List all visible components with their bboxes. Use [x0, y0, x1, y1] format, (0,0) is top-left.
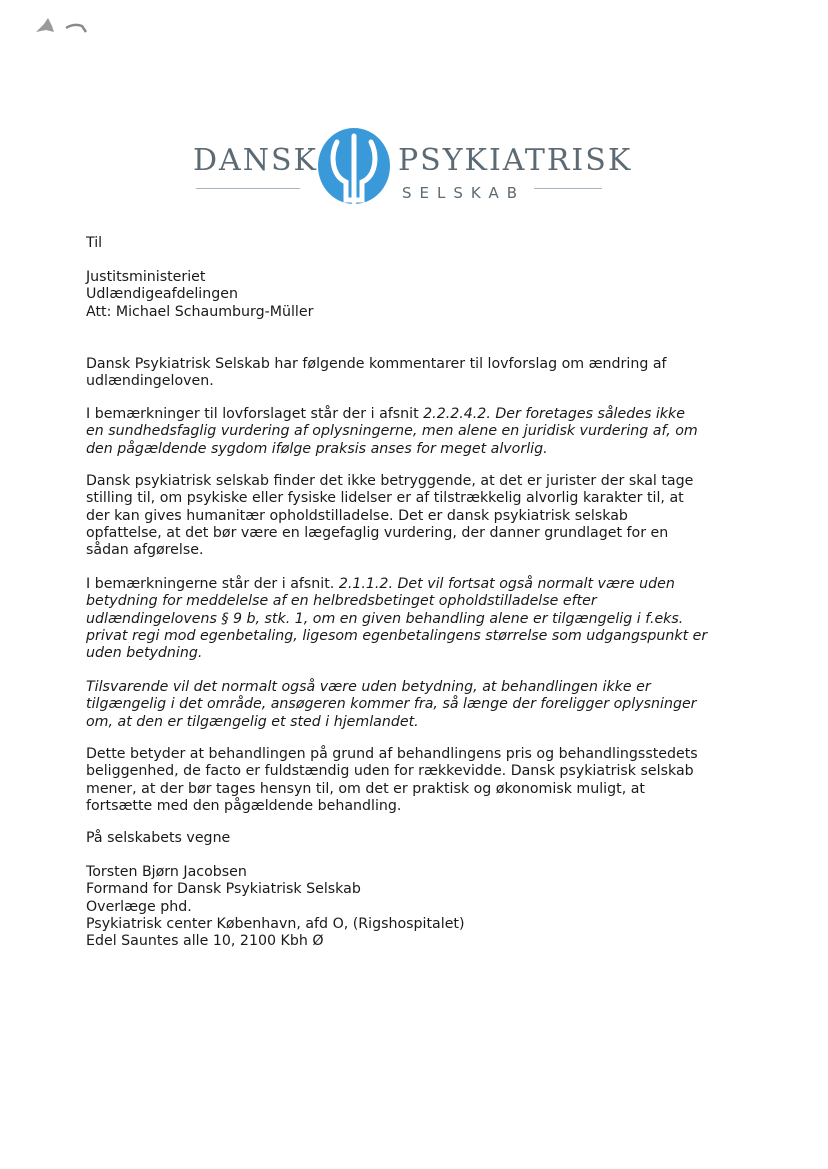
quoted-text: 2.2.2.4.2. Der foretages således ikke: [423, 406, 685, 422]
paragraph-text: I bemærkninger til lovforslaget står der i afsnit: [86, 406, 424, 422]
recipient-line: Justitsministeriet: [86, 269, 206, 285]
letterhead-name-left: DANSK: [193, 143, 318, 178]
paragraph-line: stilling til, om psykiske eller fysiske lidelser er af tilstrækkelig alvorlig karakter til, at: [86, 490, 684, 507]
recipient-line: Att: Michael Schaumburg-Müller: [86, 303, 314, 320]
quoted-text: udlændingelovens § 9 b, stk. 1, om en given behandling alene er tilgængelig i f.eks.: [86, 610, 684, 627]
signature-line: Overlæge phd.: [86, 898, 192, 915]
paragraph-line: udlændingeloven.: [86, 373, 214, 390]
letterhead: [190, 122, 633, 212]
salutation-text: Til: [86, 235, 103, 251]
signature-line: Formand for Dansk Psykiatrisk Selskab: [86, 881, 361, 898]
paragraph-text: I bemærkningerne står der i afsnit.: [86, 576, 339, 592]
quoted-text: privat regi mod egenbetaling, ligesom egenbetalingens størrelse som udgangspunkt er: [86, 627, 708, 644]
psi-circle-icon: [312, 126, 396, 210]
intro-paragraph: [86, 356, 726, 391]
paragraph-quote-3: [86, 679, 726, 731]
paragraph-line: Dette betyder at behandlingen på grund af behandlingens pris og behandlingsstedets: [86, 746, 698, 762]
quoted-text: uden betydning.: [86, 645, 203, 662]
signature-block: [86, 864, 726, 950]
recipient-block: [86, 269, 726, 321]
letterhead-subtitle: SELSKAB: [402, 184, 526, 202]
quoted-text: en sundhedsfaglig vurdering af oplysningerne, men alene en juridisk vurdering af, om: [86, 423, 698, 440]
paragraph-line: fortsætte med den pågældende behandling.: [86, 797, 402, 814]
closing-text: På selskabets vegne: [86, 830, 231, 846]
signature-line: Edel Sauntes alle 10, 2100 Kbh Ø: [86, 933, 324, 950]
letterhead-name-right: PSYKIATRISK: [398, 143, 633, 178]
paragraph-line: Dansk Psykiatrisk Selskab har følgende kommentarer til lovforslag om ændring af: [86, 356, 667, 372]
letterhead-divider-right: [534, 188, 602, 189]
paragraph-line: Dansk psykiatrisk selskab finder det ikke betryggende, at det er jurister der skal tage: [86, 473, 694, 489]
paragraph-line: beliggenhed, de facto er fuldstændig uden for rækkevidde. Dansk psykiatrisk selskab: [86, 763, 694, 780]
closing: [86, 830, 726, 847]
paragraph-line: [86, 406, 726, 423]
signature-line: Torsten Bjørn Jacobsen: [86, 864, 247, 880]
paragraph-objection: [86, 473, 726, 559]
paragraph-line: der kan gives humanitær opholdstilladelse. Det er dansk psykiatrisk selskab: [86, 507, 628, 524]
quoted-text: om, at den er tilgængelig et sted i hjemlandet.: [86, 713, 419, 730]
paragraph-line: sådan afgørelse.: [86, 542, 204, 559]
scan-artifact-mark: [34, 14, 94, 38]
quoted-text: den pågældende sygdom ifølge praksis anses for meget alvorlig.: [86, 440, 548, 457]
quoted-text: Tilsvarende vil det normalt også være uden betydning, at behandlingen ikke er: [86, 679, 651, 695]
quoted-text: 2.1.1.2. Det vil fortsat også normalt være uden: [338, 576, 675, 592]
paragraph-line: [86, 576, 726, 593]
letterhead-divider-left: [196, 188, 300, 189]
quoted-text: betydning for meddelelse af en helbredsbetinget opholdstilladelse efter: [86, 593, 597, 610]
paragraph-conclusion: [86, 746, 726, 815]
recipient-line: Udlændigeafdelingen: [86, 286, 238, 303]
paragraph-line: opfattelse, at det bør være en lægefaglig vurdering, der danner grundlaget for en: [86, 524, 669, 541]
paragraph-quote-2: [86, 576, 726, 662]
quoted-text: tilgængelig i det område, ansøgeren kommer fra, så længe der foreligger oplysninger: [86, 696, 697, 713]
signature-line: Psykiatrisk center København, afd O, (Rigshospitalet): [86, 915, 465, 932]
paragraph-quote-1: [86, 406, 726, 458]
paragraph-line: mener, at der bør tages hensyn til, om det er praktisk og økonomisk muligt, at: [86, 780, 645, 797]
salutation: [86, 235, 726, 252]
